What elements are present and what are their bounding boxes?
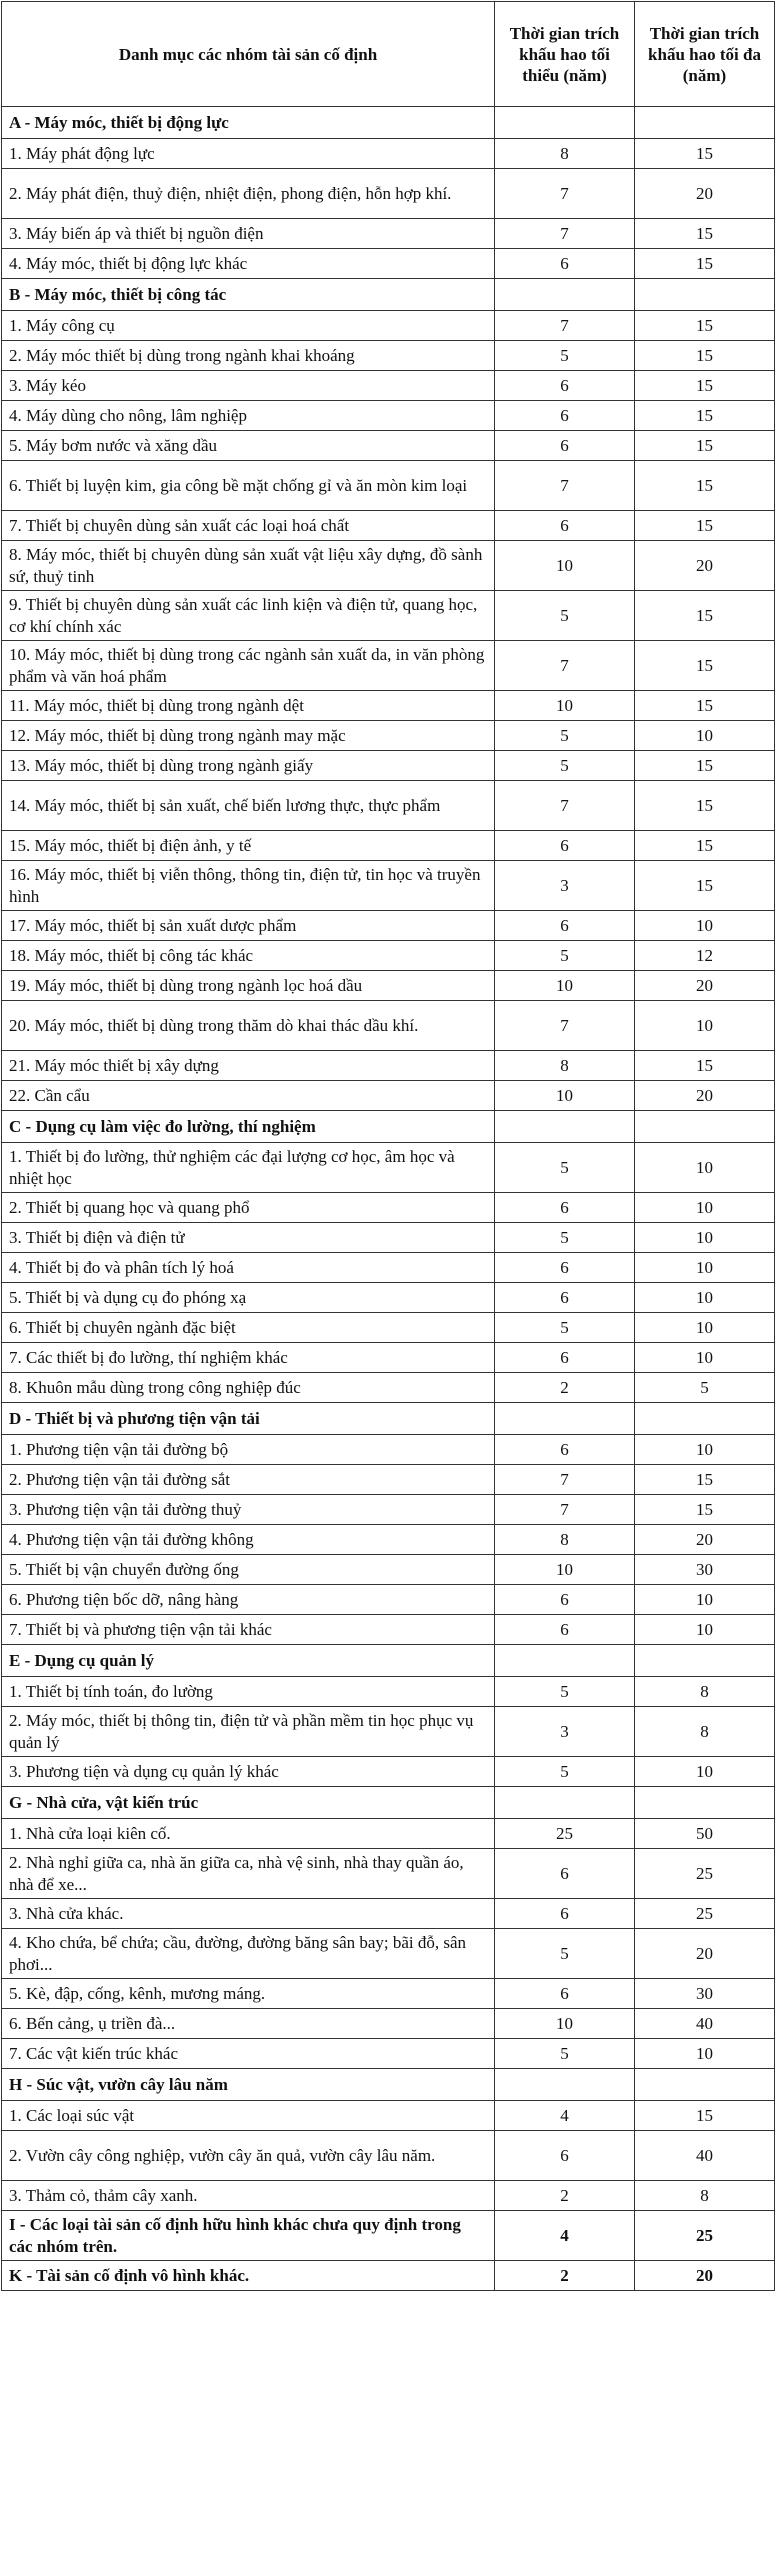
max-years-cell: 40	[635, 2131, 775, 2181]
max-years-cell: 15	[635, 861, 775, 911]
asset-name-cell: 4. Phương tiện vận tải đường không	[2, 1525, 495, 1555]
max-years-cell: 50	[635, 1819, 775, 1849]
asset-name-cell: 6. Thiết bị luyện kim, gia công bề mặt chống gỉ và ăn mòn kim loại	[2, 461, 495, 511]
min-years-cell: 6	[495, 1615, 635, 1645]
asset-name-cell: 8. Máy móc, thiết bị chuyên dùng sản xuất vật liệu xây dựng, đồ sành sứ, thuỷ tinh	[2, 541, 495, 591]
min-years-cell: 3	[495, 1707, 635, 1757]
min-years-cell	[495, 279, 635, 311]
asset-name-cell: B - Máy móc, thiết bị công tác	[2, 279, 495, 311]
table-row	[2, 1001, 775, 1051]
asset-name-cell: 1. Máy công cụ	[2, 311, 495, 341]
max-years-cell: 8	[635, 1677, 775, 1707]
max-years-cell: 20	[635, 2261, 775, 2291]
table-row	[2, 1343, 775, 1373]
table-row	[2, 311, 775, 341]
max-years-cell: 15	[635, 219, 775, 249]
table-row	[2, 1819, 775, 1849]
depreciation-table	[1, 1, 775, 2291]
max-years-cell: 30	[635, 1555, 775, 1585]
min-years-cell: 4	[495, 2211, 635, 2261]
asset-name-cell: 5. Máy bơm nước và xăng dầu	[2, 431, 495, 461]
min-years-cell: 5	[495, 591, 635, 641]
asset-name-cell: 18. Máy móc, thiết bị công tác khác	[2, 941, 495, 971]
asset-name-cell: 4. Thiết bị đo và phân tích lý hoá	[2, 1253, 495, 1283]
table-row	[2, 511, 775, 541]
min-years-cell: 7	[495, 169, 635, 219]
asset-name-cell: H - Súc vật, vườn cây lâu năm	[2, 2069, 495, 2101]
table-row	[2, 1555, 775, 1585]
asset-name-cell: 1. Nhà cửa loại kiên cố.	[2, 1819, 495, 1849]
max-years-cell: 10	[635, 1435, 775, 1465]
asset-name-cell: I - Các loại tài sản cố định hữu hình khác chưa quy định trong các nhóm trên.	[2, 2211, 495, 2261]
table-row	[2, 1313, 775, 1343]
min-years-cell: 7	[495, 461, 635, 511]
asset-name-cell: 3. Phương tiện và dụng cụ quản lý khác	[2, 1757, 495, 1787]
table-row	[2, 971, 775, 1001]
max-years-cell	[635, 1403, 775, 1435]
min-years-cell	[495, 1787, 635, 1819]
table-row	[2, 1525, 775, 1555]
table-row	[2, 1143, 775, 1193]
max-years-cell: 12	[635, 941, 775, 971]
min-years-cell: 6	[495, 1979, 635, 2009]
min-years-cell: 6	[495, 249, 635, 279]
table-row	[2, 219, 775, 249]
max-years-cell: 15	[635, 371, 775, 401]
min-years-cell: 7	[495, 219, 635, 249]
table-row	[2, 1585, 775, 1615]
min-years-cell: 5	[495, 751, 635, 781]
max-years-cell: 15	[635, 591, 775, 641]
max-years-cell: 15	[635, 401, 775, 431]
max-years-cell: 20	[635, 1081, 775, 1111]
asset-name-cell: 5. Thiết bị vận chuyển đường ống	[2, 1555, 495, 1585]
header-max-years: Thời gian trích khấu hao tối đa (năm)	[635, 2, 775, 107]
asset-name-cell: 1. Các loại súc vật	[2, 2101, 495, 2131]
min-years-cell: 5	[495, 1677, 635, 1707]
min-years-cell: 8	[495, 1051, 635, 1081]
max-years-cell: 15	[635, 431, 775, 461]
min-years-cell: 5	[495, 341, 635, 371]
max-years-cell: 10	[635, 721, 775, 751]
asset-name-cell: 21. Máy móc thiết bị xây dựng	[2, 1051, 495, 1081]
asset-name-cell: 2. Máy phát điện, thuỷ điện, nhiệt điện, phong điện, hỗn hợp khí.	[2, 169, 495, 219]
table-row	[2, 1081, 775, 1111]
min-years-cell	[495, 1645, 635, 1677]
min-years-cell: 6	[495, 401, 635, 431]
min-years-cell	[495, 1111, 635, 1143]
group-header-row	[2, 1403, 775, 1435]
max-years-cell: 15	[635, 1495, 775, 1525]
table-row	[2, 1373, 775, 1403]
max-years-cell: 15	[635, 831, 775, 861]
table-row	[2, 401, 775, 431]
asset-name-cell: 3. Thiết bị điện và điện tử	[2, 1223, 495, 1253]
asset-name-cell: A - Máy móc, thiết bị động lực	[2, 107, 495, 139]
max-years-cell	[635, 1111, 775, 1143]
table-row	[2, 1283, 775, 1313]
max-years-cell: 10	[635, 1313, 775, 1343]
min-years-cell: 3	[495, 861, 635, 911]
table-row	[2, 2009, 775, 2039]
max-years-cell	[635, 2069, 775, 2101]
table-body	[2, 107, 775, 2291]
max-years-cell: 15	[635, 2101, 775, 2131]
min-years-cell: 7	[495, 1465, 635, 1495]
min-years-cell: 2	[495, 2261, 635, 2291]
min-years-cell	[495, 107, 635, 139]
asset-name-cell: 15. Máy móc, thiết bị điện ảnh, y tế	[2, 831, 495, 861]
table-row	[2, 861, 775, 911]
min-years-cell: 7	[495, 641, 635, 691]
max-years-cell: 25	[635, 1849, 775, 1899]
max-years-cell: 10	[635, 1757, 775, 1787]
table-row	[2, 139, 775, 169]
min-years-cell	[495, 1403, 635, 1435]
min-years-cell: 5	[495, 1313, 635, 1343]
asset-name-cell: 2. Phương tiện vận tải đường sắt	[2, 1465, 495, 1495]
max-years-cell: 10	[635, 1223, 775, 1253]
min-years-cell: 6	[495, 431, 635, 461]
table-row	[2, 721, 775, 751]
min-years-cell: 6	[495, 1585, 635, 1615]
asset-name-cell: 4. Kho chứa, bể chứa; cầu, đường, đường băng sân bay; bãi đỗ, sân phơi...	[2, 1929, 495, 1979]
table-row	[2, 1495, 775, 1525]
asset-name-cell: 3. Thảm cỏ, thảm cây xanh.	[2, 2181, 495, 2211]
min-years-cell: 7	[495, 1001, 635, 1051]
asset-name-cell: 2. Vườn cây công nghiệp, vườn cây ăn quả, vườn cây lâu năm.	[2, 2131, 495, 2181]
min-years-cell: 6	[495, 1253, 635, 1283]
min-years-cell: 6	[495, 831, 635, 861]
asset-name-cell: 8. Khuôn mẫu dùng trong công nghiệp đúc	[2, 1373, 495, 1403]
asset-name-cell: 7. Các vật kiến trúc khác	[2, 2039, 495, 2069]
asset-name-cell: 3. Máy kéo	[2, 371, 495, 401]
table-row	[2, 1253, 775, 1283]
table-row	[2, 1465, 775, 1495]
min-years-cell: 7	[495, 311, 635, 341]
table-row	[2, 1223, 775, 1253]
max-years-cell: 10	[635, 2039, 775, 2069]
table-row	[2, 911, 775, 941]
asset-name-cell: 16. Máy móc, thiết bị viễn thông, thông tin, điện tử, tin học và truyền hình	[2, 861, 495, 911]
asset-name-cell: 17. Máy móc, thiết bị sản xuất dược phẩm	[2, 911, 495, 941]
min-years-cell: 6	[495, 1899, 635, 1929]
table-row	[2, 591, 775, 641]
group-header-row	[2, 2261, 775, 2291]
asset-name-cell: 13. Máy móc, thiết bị dùng trong ngành giấy	[2, 751, 495, 781]
min-years-cell: 10	[495, 541, 635, 591]
asset-name-cell: K - Tài sản cố định vô hình khác.	[2, 2261, 495, 2291]
asset-name-cell: 2. Thiết bị quang học và quang phổ	[2, 1193, 495, 1223]
group-header-row	[2, 1787, 775, 1819]
asset-name-cell: 19. Máy móc, thiết bị dùng trong ngành lọc hoá dầu	[2, 971, 495, 1001]
max-years-cell: 15	[635, 691, 775, 721]
max-years-cell: 15	[635, 641, 775, 691]
max-years-cell: 10	[635, 1615, 775, 1645]
table-row	[2, 341, 775, 371]
max-years-cell: 20	[635, 541, 775, 591]
max-years-cell	[635, 1787, 775, 1819]
table-row	[2, 249, 775, 279]
min-years-cell: 6	[495, 1849, 635, 1899]
table-row	[2, 541, 775, 591]
max-years-cell: 15	[635, 511, 775, 541]
max-years-cell: 15	[635, 1051, 775, 1081]
min-years-cell: 6	[495, 511, 635, 541]
min-years-cell: 10	[495, 1555, 635, 1585]
min-years-cell	[495, 2069, 635, 2101]
table-row	[2, 1051, 775, 1081]
max-years-cell: 15	[635, 1465, 775, 1495]
asset-name-cell: 20. Máy móc, thiết bị dùng trong thăm dò khai thác dầu khí.	[2, 1001, 495, 1051]
min-years-cell: 6	[495, 911, 635, 941]
table-row	[2, 461, 775, 511]
max-years-cell: 15	[635, 751, 775, 781]
min-years-cell: 6	[495, 2131, 635, 2181]
min-years-cell: 6	[495, 1193, 635, 1223]
table-row	[2, 2131, 775, 2181]
table-row	[2, 1979, 775, 2009]
min-years-cell: 10	[495, 2009, 635, 2039]
asset-name-cell: 14. Máy móc, thiết bị sản xuất, chế biến lương thực, thực phẩm	[2, 781, 495, 831]
group-header-row	[2, 107, 775, 139]
asset-name-cell: 22. Cần cẩu	[2, 1081, 495, 1111]
table-row	[2, 691, 775, 721]
min-years-cell: 8	[495, 139, 635, 169]
group-header-row	[2, 279, 775, 311]
max-years-cell: 10	[635, 1283, 775, 1313]
asset-name-cell: 7. Thiết bị và phương tiện vận tải khác	[2, 1615, 495, 1645]
asset-name-cell: D - Thiết bị và phương tiện vận tải	[2, 1403, 495, 1435]
max-years-cell	[635, 1645, 775, 1677]
max-years-cell: 10	[635, 1253, 775, 1283]
max-years-cell: 20	[635, 971, 775, 1001]
min-years-cell: 8	[495, 1525, 635, 1555]
min-years-cell: 6	[495, 371, 635, 401]
table-row	[2, 2039, 775, 2069]
asset-name-cell: 3. Phương tiện vận tải đường thuỷ	[2, 1495, 495, 1525]
max-years-cell: 10	[635, 1585, 775, 1615]
max-years-cell: 10	[635, 911, 775, 941]
max-years-cell: 8	[635, 1707, 775, 1757]
header-row	[2, 2, 775, 107]
asset-name-cell: 10. Máy móc, thiết bị dùng trong các ngành sản xuất da, in văn phòng phẩm và văn hoá phẩm	[2, 641, 495, 691]
table-row	[2, 1899, 775, 1929]
asset-name-cell: 1. Thiết bị đo lường, thử nghiệm các đại lượng cơ học, âm học và nhiệt học	[2, 1143, 495, 1193]
table-row	[2, 169, 775, 219]
max-years-cell: 15	[635, 249, 775, 279]
max-years-cell: 30	[635, 1979, 775, 2009]
header-min-years: Thời gian trích khấu hao tối thiểu (năm)	[495, 2, 635, 107]
asset-name-cell: 6. Phương tiện bốc dỡ, nâng hàng	[2, 1585, 495, 1615]
table-row	[2, 1615, 775, 1645]
max-years-cell: 10	[635, 1143, 775, 1193]
asset-name-cell: 6. Thiết bị chuyên ngành đặc biệt	[2, 1313, 495, 1343]
max-years-cell	[635, 107, 775, 139]
asset-name-cell: 2. Máy móc, thiết bị thông tin, điện tử và phần mềm tin học phục vụ quản lý	[2, 1707, 495, 1757]
asset-name-cell: 4. Máy móc, thiết bị động lực khác	[2, 249, 495, 279]
min-years-cell: 4	[495, 2101, 635, 2131]
max-years-cell: 20	[635, 169, 775, 219]
asset-name-cell: 12. Máy móc, thiết bị dùng trong ngành may mặc	[2, 721, 495, 751]
max-years-cell: 15	[635, 341, 775, 371]
min-years-cell: 7	[495, 1495, 635, 1525]
table-row	[2, 1929, 775, 1979]
min-years-cell: 10	[495, 691, 635, 721]
group-header-row	[2, 2069, 775, 2101]
max-years-cell: 10	[635, 1193, 775, 1223]
asset-name-cell: E - Dụng cụ quản lý	[2, 1645, 495, 1677]
asset-name-cell: C - Dụng cụ làm việc đo lường, thí nghiệm	[2, 1111, 495, 1143]
min-years-cell: 5	[495, 1143, 635, 1193]
min-years-cell: 25	[495, 1819, 635, 1849]
min-years-cell: 5	[495, 1223, 635, 1253]
header-asset-group: Danh mục các nhóm tài sản cố định	[2, 2, 495, 107]
table-row	[2, 1193, 775, 1223]
min-years-cell: 2	[495, 2181, 635, 2211]
min-years-cell: 6	[495, 1435, 635, 1465]
min-years-cell: 5	[495, 1929, 635, 1979]
max-years-cell: 15	[635, 461, 775, 511]
min-years-cell: 5	[495, 941, 635, 971]
asset-name-cell: 2. Máy móc thiết bị dùng trong ngành khai khoáng	[2, 341, 495, 371]
asset-name-cell: 4. Máy dùng cho nông, lâm nghiệp	[2, 401, 495, 431]
table-row	[2, 1435, 775, 1465]
asset-name-cell: 7. Thiết bị chuyên dùng sản xuất các loại hoá chất	[2, 511, 495, 541]
max-years-cell: 20	[635, 1525, 775, 1555]
max-years-cell: 40	[635, 2009, 775, 2039]
table-row	[2, 1757, 775, 1787]
asset-name-cell: 1. Phương tiện vận tải đường bộ	[2, 1435, 495, 1465]
asset-name-cell: 1. Thiết bị tính toán, đo lường	[2, 1677, 495, 1707]
asset-name-cell: 5. Kè, đập, cống, kênh, mương máng.	[2, 1979, 495, 2009]
min-years-cell: 5	[495, 721, 635, 751]
table-row	[2, 781, 775, 831]
max-years-cell: 25	[635, 2211, 775, 2261]
max-years-cell: 10	[635, 1001, 775, 1051]
max-years-cell	[635, 279, 775, 311]
min-years-cell: 7	[495, 781, 635, 831]
group-header-row	[2, 1645, 775, 1677]
max-years-cell: 15	[635, 781, 775, 831]
table-row	[2, 1849, 775, 1899]
max-years-cell: 5	[635, 1373, 775, 1403]
table-row	[2, 2181, 775, 2211]
table-row	[2, 1677, 775, 1707]
table-row	[2, 1707, 775, 1757]
min-years-cell: 6	[495, 1283, 635, 1313]
max-years-cell: 8	[635, 2181, 775, 2211]
asset-name-cell: 6. Bến cảng, ụ triền đà...	[2, 2009, 495, 2039]
min-years-cell: 10	[495, 971, 635, 1001]
asset-name-cell: G - Nhà cửa, vật kiến trúc	[2, 1787, 495, 1819]
asset-name-cell: 9. Thiết bị chuyên dùng sản xuất các linh kiện và điện tử, quang học, cơ khí chính xác	[2, 591, 495, 641]
asset-name-cell: 7. Các thiết bị đo lường, thí nghiệm khác	[2, 1343, 495, 1373]
max-years-cell: 10	[635, 1343, 775, 1373]
max-years-cell: 25	[635, 1899, 775, 1929]
asset-name-cell: 3. Nhà cửa khác.	[2, 1899, 495, 1929]
max-years-cell: 15	[635, 311, 775, 341]
asset-name-cell: 3. Máy biến áp và thiết bị nguồn điện	[2, 219, 495, 249]
max-years-cell: 20	[635, 1929, 775, 1979]
asset-name-cell: 1. Máy phát động lực	[2, 139, 495, 169]
table-row	[2, 941, 775, 971]
group-header-row	[2, 2211, 775, 2261]
asset-name-cell: 11. Máy móc, thiết bị dùng trong ngành dệt	[2, 691, 495, 721]
min-years-cell: 5	[495, 1757, 635, 1787]
table-row	[2, 431, 775, 461]
min-years-cell: 10	[495, 1081, 635, 1111]
table-row	[2, 2101, 775, 2131]
min-years-cell: 6	[495, 1343, 635, 1373]
min-years-cell: 2	[495, 1373, 635, 1403]
asset-name-cell: 2. Nhà nghỉ giữa ca, nhà ăn giữa ca, nhà vệ sinh, nhà thay quần áo, nhà để xe...	[2, 1849, 495, 1899]
max-years-cell: 15	[635, 139, 775, 169]
table-row	[2, 641, 775, 691]
group-header-row	[2, 1111, 775, 1143]
asset-name-cell: 5. Thiết bị và dụng cụ đo phóng xạ	[2, 1283, 495, 1313]
table-row	[2, 371, 775, 401]
min-years-cell: 5	[495, 2039, 635, 2069]
table-row	[2, 751, 775, 781]
table-row	[2, 831, 775, 861]
